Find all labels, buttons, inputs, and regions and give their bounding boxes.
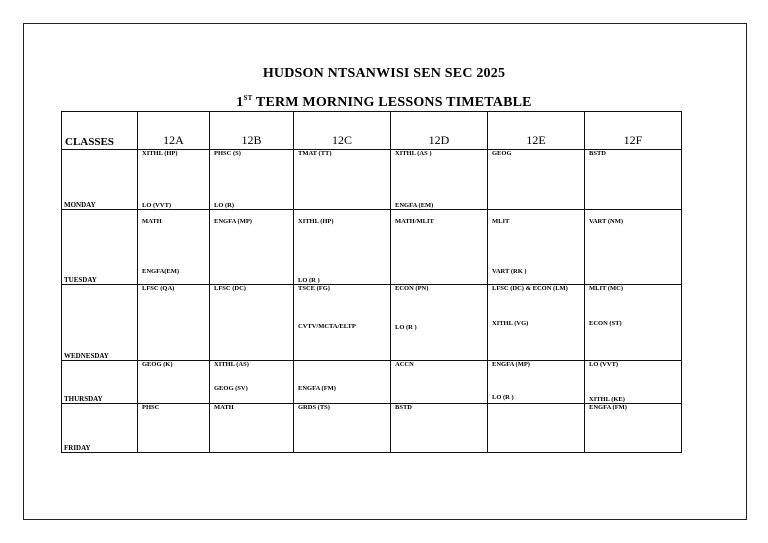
lesson: MATH	[142, 218, 162, 225]
lesson-cell	[391, 210, 488, 285]
lesson: PHSC (S)	[214, 150, 241, 157]
lesson: ACCN	[395, 361, 414, 368]
lesson-cell	[585, 150, 682, 210]
header-12d: 12D	[391, 112, 488, 150]
lesson-cell	[391, 285, 488, 361]
lesson-cell	[210, 404, 294, 453]
lesson-cell	[294, 210, 391, 285]
lesson-cell	[294, 285, 391, 361]
lesson-cell	[210, 210, 294, 285]
school-title: HUDSON NTSANWISI SEN SEC 2025	[262, 66, 506, 81]
term-suffix: ST	[243, 94, 253, 102]
day-label: THURSDAY	[64, 395, 103, 403]
lesson-cell	[138, 210, 210, 285]
lesson: ECON (ST)	[589, 320, 622, 327]
lesson: ECON (PN)	[395, 285, 429, 292]
lesson: BSTD	[395, 404, 412, 411]
lesson: XITHL (AS )	[395, 150, 432, 157]
lesson: LO (R )	[395, 324, 417, 331]
timetable	[61, 111, 682, 453]
lesson-cell	[294, 404, 391, 453]
lesson-cell	[210, 361, 294, 404]
day-label: MONDAY	[64, 201, 96, 209]
lesson: CVTV/MCTA/ELTP	[298, 323, 356, 330]
lesson-cell	[294, 361, 391, 404]
lesson: VART (RK )	[492, 268, 527, 275]
timetable-title-text: TERM MORNING LESSONS TIMETABLE	[252, 95, 532, 110]
lesson: ENGFA (MP)	[492, 361, 530, 368]
row-tuesday	[62, 210, 682, 285]
lesson-cell	[391, 361, 488, 404]
lesson: MLIT (MC)	[589, 285, 624, 292]
lesson: XITHL (HP)	[142, 150, 178, 157]
day-cell	[62, 361, 138, 404]
lesson: LFSC (DC) & ECON (LM)	[492, 285, 568, 292]
lesson: BSTD	[589, 150, 606, 157]
lesson: LO (VVT)	[142, 202, 172, 209]
row-thursday	[62, 361, 682, 404]
lesson: LO (R )	[492, 394, 514, 401]
lesson-cell	[210, 150, 294, 210]
lesson-cell	[488, 285, 585, 361]
lesson: XITHL (AS)	[214, 361, 249, 368]
header-12a: 12A	[138, 112, 210, 150]
lesson-cell	[391, 150, 488, 210]
lesson: LO (VVT)	[589, 361, 619, 368]
lesson: GEOG (SV)	[214, 385, 248, 392]
lesson: LO (R )	[298, 277, 320, 284]
lesson: TSCE (FG)	[298, 285, 330, 292]
lesson: LFSC (QA)	[142, 285, 175, 292]
lesson-cell	[585, 361, 682, 404]
lesson-cell	[294, 150, 391, 210]
lesson: ENGFA (EM)	[395, 202, 434, 209]
header-12b: 12B	[210, 112, 294, 150]
lesson: GEOG (K)	[142, 361, 173, 368]
lesson: ENGFA (MP)	[214, 218, 252, 225]
lesson: VART (NM)	[589, 218, 624, 225]
lesson: TMAT (TT)	[298, 150, 332, 157]
lesson-cell	[585, 210, 682, 285]
header-row	[62, 112, 682, 150]
lesson: LO (R)	[214, 202, 235, 209]
lesson-cell	[138, 361, 210, 404]
header-12f: 12F	[585, 112, 682, 150]
day-cell	[62, 285, 138, 361]
lesson: LFSC (DC)	[214, 285, 246, 292]
lesson-cell	[488, 404, 585, 453]
lesson: ENGFA (FM)	[589, 404, 627, 411]
lesson-cell	[138, 150, 210, 210]
header-12c: 12C	[294, 112, 391, 150]
lesson: ENGFA (FM)	[298, 385, 336, 392]
lesson: GRDS (TS)	[298, 404, 330, 411]
lesson: ENGFA(EM)	[142, 268, 180, 275]
lesson: PHSC	[142, 404, 160, 411]
lesson-cell	[210, 285, 294, 361]
lesson-cell	[138, 285, 210, 361]
day-cell	[62, 210, 138, 285]
day-label: FRIDAY	[64, 444, 91, 452]
header-classes: CLASSES	[62, 112, 138, 150]
row-wednesday	[62, 285, 682, 361]
day-label: WEDNESDAY	[64, 352, 109, 360]
row-friday	[62, 404, 682, 453]
header-12e: 12E	[488, 112, 585, 150]
lesson-cell	[488, 361, 585, 404]
row-monday	[62, 150, 682, 210]
lesson: XITHL (VG)	[492, 320, 529, 327]
lesson: MATH/MLIT	[395, 218, 434, 225]
lesson-cell	[488, 150, 585, 210]
lesson: GEOG	[492, 150, 512, 157]
lesson: MLIT	[492, 218, 510, 225]
lesson-cell	[138, 404, 210, 453]
lesson-cell	[488, 210, 585, 285]
lesson-cell	[391, 404, 488, 453]
lesson-cell	[585, 404, 682, 453]
day-label: TUESDAY	[64, 276, 97, 284]
lesson: XITHL (KE)	[589, 396, 625, 403]
term-number: 1	[236, 95, 244, 110]
timetable-title	[0, 94, 768, 111]
day-cell	[62, 150, 138, 210]
lesson: XITHL (HP)	[298, 218, 334, 225]
day-cell	[62, 404, 138, 453]
lesson-cell	[585, 285, 682, 361]
lesson: MATH	[214, 404, 234, 411]
